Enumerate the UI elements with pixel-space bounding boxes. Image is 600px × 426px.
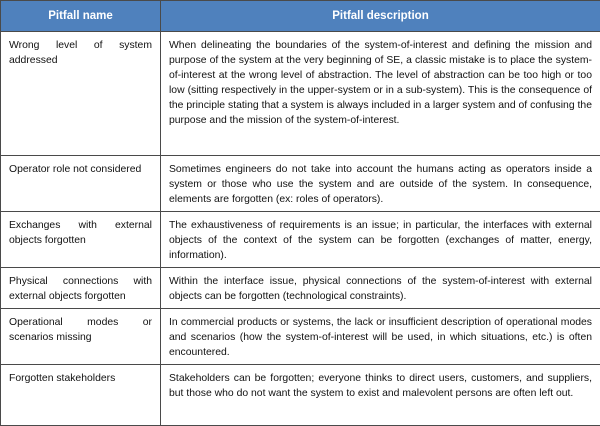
pitfall-name-cell: Operational modes or scenarios missing xyxy=(1,309,161,365)
table-row xyxy=(1,309,600,365)
pitfall-name-cell: Physical connections with external objects forgotten xyxy=(1,268,161,309)
pitfall-description-cell: Within the interface issue, physical connections of the system-of-interest with external objects can be forgotten (technological constraints). xyxy=(161,268,600,309)
pitfall-description-cell: When delineating the boundaries of the system-of-interest and defining the mission and purpose of the system at the very beginning of SE, a classic mistake is to place the system-of-interest at the wrong level of abstraction. The level of abstraction can be too high or too low (sitting respectively in the upper-system or in a sub-system). This is the consequence of the principle stating that a system is always included in a larger system and of confusing the purpose and the mission of the system-of-interest. xyxy=(161,32,600,156)
pitfall-name-cell: Wrong level of system addressed xyxy=(1,32,161,156)
table-row xyxy=(1,156,600,212)
pitfall-description-cell: Sometimes engineers do not take into account the humans acting as operators inside a system or those who use the system and are outside of the system. In consequence, elements are forgotten (ex: roles of operators). xyxy=(161,156,600,212)
pitfall-name-cell: Operator role not considered xyxy=(1,156,161,212)
pitfall-description-cell: The exhaustiveness of requirements is an issue; in particular, the interfaces with external objects of the context of the system can be forgotten (exchanges of matter, energy, information). xyxy=(161,212,600,268)
pitfall-description-cell: In commercial products or systems, the lack or insufficient description of operational modes and scenarios (how the system-of-interest will be used, in which situations, etc.) is often encountered. xyxy=(161,309,600,365)
table-row xyxy=(1,32,600,156)
column-header-pitfall-name: Pitfall name xyxy=(1,1,161,32)
table-header-row xyxy=(1,1,600,32)
table-row xyxy=(1,212,600,268)
pitfall-description-cell: Stakeholders can be forgotten; everyone thinks to direct users, customers, and suppliers, but those who do not want the system to exist and malevolent persons are often left out. xyxy=(161,365,600,426)
column-header-pitfall-description: Pitfall description xyxy=(161,1,600,32)
table-row xyxy=(1,365,600,426)
pitfall-name-cell: Forgotten stakeholders xyxy=(1,365,161,426)
pitfall-name-cell: Exchanges with external objects forgotten xyxy=(1,212,161,268)
table-row xyxy=(1,268,600,309)
